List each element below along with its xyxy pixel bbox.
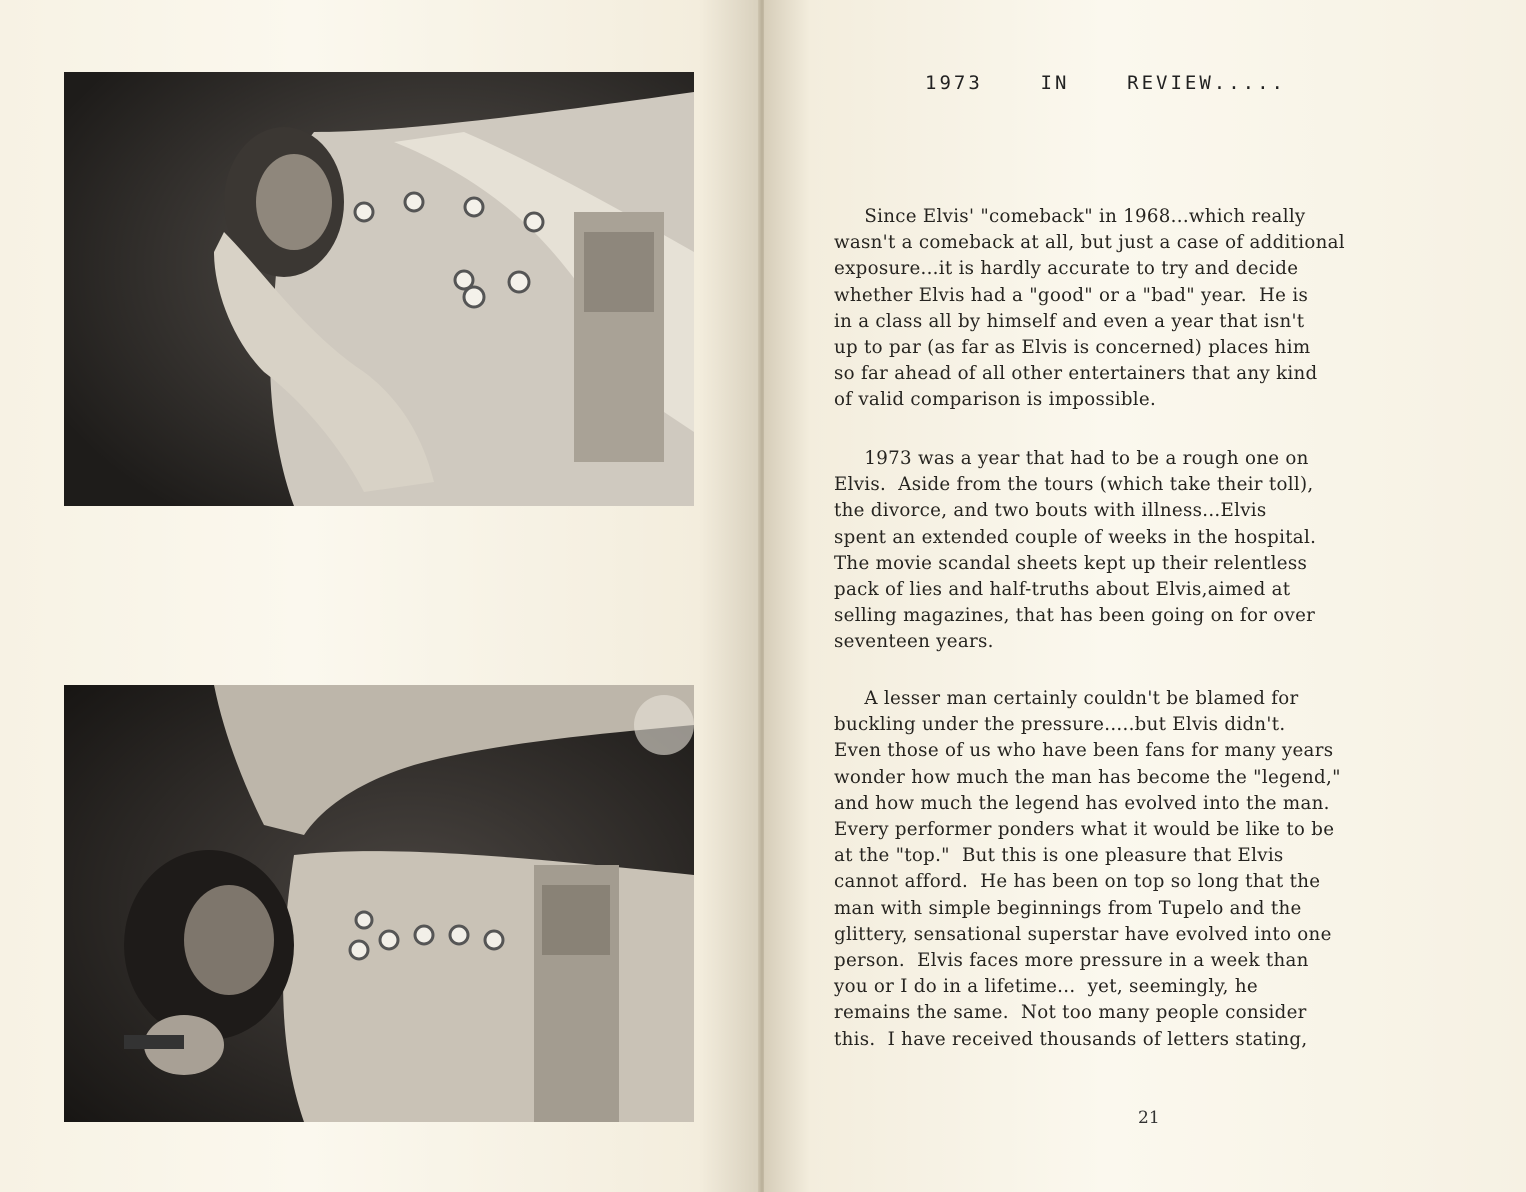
page-number: 21 bbox=[1138, 1108, 1160, 1128]
right-page bbox=[764, 0, 1526, 1192]
text-line: man with simple beginnings from Tupelo and the bbox=[834, 897, 1302, 919]
photo-performer-jumpsuit bbox=[64, 72, 694, 506]
text-line: of valid comparison is impossible. bbox=[834, 389, 1157, 411]
text-line: A lesser man certainly couldn't be blamed for bbox=[834, 688, 1299, 709]
text-line: cannot afford. He has been on top so long that the bbox=[834, 871, 1321, 893]
paragraph-3 bbox=[834, 686, 1484, 1053]
text-line: wasn't a comeback at all, but just a case of additional bbox=[834, 232, 1345, 254]
text-line: in a class all by himself and even a year that isn't bbox=[834, 310, 1305, 332]
text-line: wonder how much the man has become the "legend," bbox=[834, 766, 1341, 788]
text-line: The movie scandal sheets kept up their relentless bbox=[834, 552, 1308, 574]
text-line: exposure...it is hardly accurate to try and decide bbox=[834, 258, 1299, 280]
text-line: Every performer ponders what it would be like to be bbox=[834, 819, 1335, 841]
text-line: Since Elvis' "comeback" in 1968...which really bbox=[834, 206, 1306, 227]
text-line: so far ahead of all other entertainers that any kind bbox=[834, 363, 1318, 385]
text-line: Elvis. Aside from the tours (which take their toll), bbox=[834, 474, 1314, 496]
text-line: person. Elvis faces more pressure in a week than bbox=[834, 950, 1309, 972]
text-line: the divorce, and two bouts with illness...Elvis bbox=[834, 500, 1267, 522]
text-line: whether Elvis had a "good" or a "bad" year. He is bbox=[834, 284, 1309, 306]
text-line: pack of lies and half-truths about Elvis,aimed at bbox=[834, 579, 1291, 601]
text-line: at the "top." But this is one pleasure that Elvis bbox=[834, 845, 1284, 867]
text-line: and how much the legend has evolved into the man. bbox=[834, 792, 1330, 814]
text-line: 1973 was a year that had to be a rough one on bbox=[834, 448, 1309, 469]
text-line: up to par (as far as Elvis is concerned) places him bbox=[834, 337, 1311, 359]
photo-performer-microphone-icon bbox=[64, 685, 694, 1122]
text-line: selling magazines, that has been going on for over bbox=[834, 605, 1316, 627]
photo-performer-microphone bbox=[64, 685, 694, 1122]
text-line: glittery, sensational superstar have evolved into one bbox=[834, 923, 1332, 945]
paragraph-1 bbox=[834, 204, 1484, 414]
text-line: seventeen years. bbox=[834, 631, 994, 653]
text-line: spent an extended couple of weeks in the hospital. bbox=[834, 526, 1317, 548]
text-line: you or I do in a lifetime... yet, seemingly, he bbox=[834, 976, 1258, 998]
left-page bbox=[0, 0, 760, 1192]
photo-performer-jumpsuit-icon bbox=[64, 72, 694, 506]
text-line: this. I have received thousands of letters stating, bbox=[834, 1028, 1308, 1050]
text-line: remains the same. Not too many people consider bbox=[834, 1002, 1307, 1024]
page-heading: 1973 IN REVIEW..... bbox=[925, 72, 1286, 94]
text-line: buckling under the pressure.....but Elvis didn't. bbox=[834, 714, 1286, 736]
paragraph-2 bbox=[834, 446, 1484, 656]
text-line: Even those of us who have been fans for many years bbox=[834, 740, 1334, 762]
